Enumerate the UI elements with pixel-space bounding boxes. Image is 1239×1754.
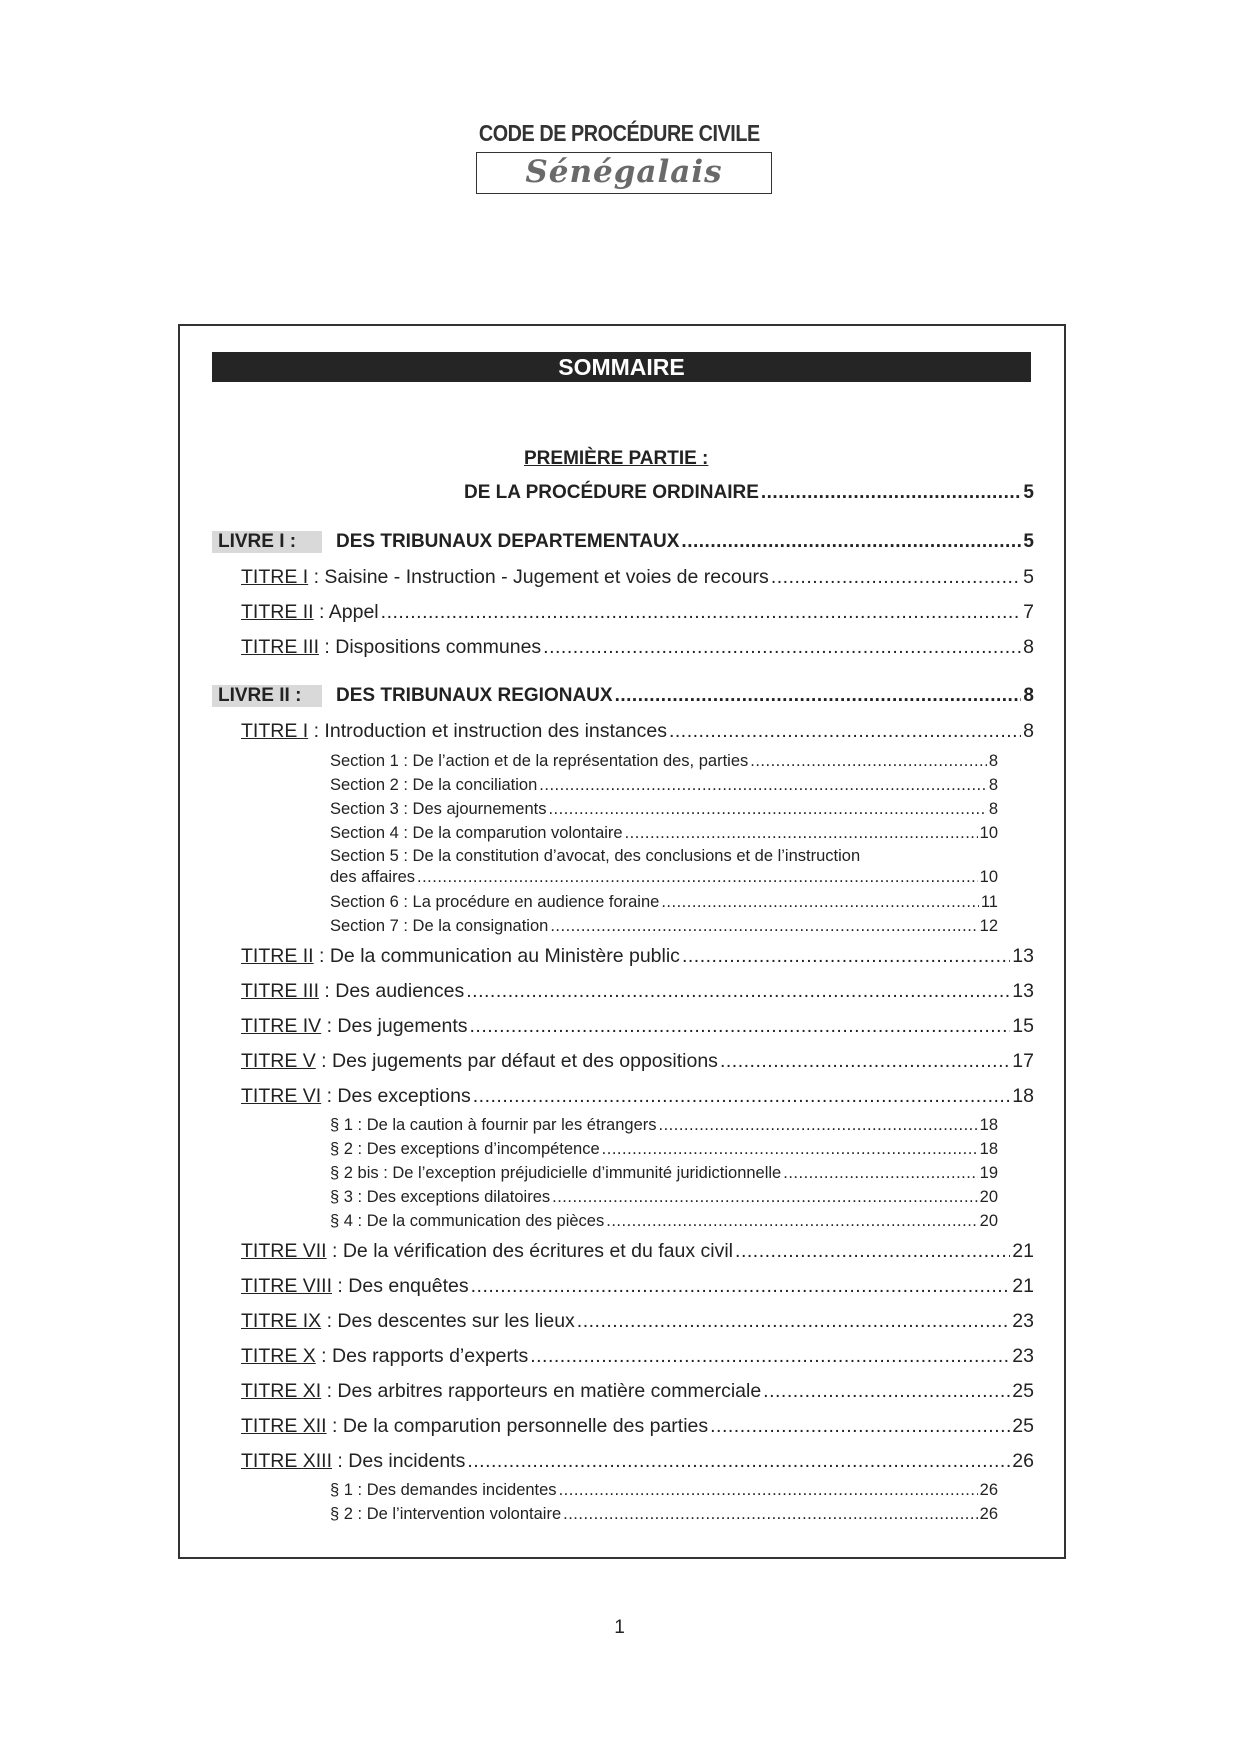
partie-label: PREMIÈRE PARTIE : [524, 448, 709, 469]
toc-entry-section[interactable] [330, 776, 998, 795]
toc-page-number: 20 [979, 1188, 998, 1206]
toc-page-number: 19 [979, 1164, 998, 1182]
dot-leader [625, 824, 978, 843]
dot-leader [467, 1450, 1010, 1473]
toc-entry-paragraph[interactable] [330, 1188, 998, 1207]
toc-page-number: 11 [980, 893, 998, 911]
titre-key: TITRE VII [241, 1240, 327, 1262]
toc-page-number: 20 [979, 1212, 998, 1230]
section-text: Section 3 : Des ajournements [330, 800, 547, 818]
toc-entry-titre[interactable] [241, 1240, 1034, 1263]
toc-entry-titre[interactable] [241, 1085, 1034, 1108]
section-text: Section 4 : De la comparution volontaire [330, 824, 623, 842]
summary-heading: SOMMAIRE [212, 352, 1031, 382]
dot-leader [470, 1015, 1011, 1038]
toc-entry-livre-1[interactable] [212, 531, 1034, 553]
section-text: Section 2 : De la conciliation [330, 776, 538, 794]
titre-key: TITRE I [241, 720, 309, 742]
section-text: Section 6 : La procédure en audience foraine [330, 893, 660, 911]
toc-entry-paragraph[interactable] [330, 1164, 998, 1183]
toc-page-number: 18 [979, 1140, 998, 1158]
toc-entry-section[interactable] [330, 846, 998, 888]
dot-leader [563, 1505, 978, 1524]
titre-key: TITRE III [241, 636, 319, 658]
titre-text: : De la communication au Ministère public [313, 945, 680, 967]
dot-leader [661, 893, 979, 912]
titre-key: TITRE V [241, 1050, 316, 1072]
titre-key: TITRE XII [241, 1415, 327, 1437]
dot-leader [669, 720, 1021, 743]
titre-key: TITRE XIII [241, 1450, 333, 1472]
titre-key: TITRE IV [241, 1015, 322, 1037]
toc-entry-label: DE LA PROCÉDURE ORDINAIRE [464, 482, 759, 503]
titre-text: : Des rapports d’experts [315, 1345, 529, 1367]
section-text: Section 7 : De la consignation [330, 917, 549, 935]
toc-entry-titre[interactable] [241, 945, 1034, 968]
dot-leader [552, 1188, 978, 1207]
section-text: Section 5 : De la constitution d’avocat, des conclusions et de l’instruction [330, 847, 861, 865]
dot-leader [381, 601, 1021, 624]
livre-tag: LIVRE II : [212, 685, 322, 707]
toc-entry-titre[interactable] [241, 1015, 1034, 1038]
toc-entry-paragraph[interactable] [330, 1481, 998, 1500]
titre-text: : Des jugements par défaut et des oppositions [315, 1050, 718, 1072]
dot-leader [735, 1240, 1010, 1263]
titre-text: : Des arbitres rapporteurs en matière commerciale [321, 1380, 762, 1402]
toc-entry-titre[interactable] [241, 601, 1034, 624]
titre-text: : Des enquêtes [332, 1275, 469, 1297]
section-text-continued: des affaires [330, 868, 415, 886]
toc-entry-titre[interactable] [241, 1415, 1034, 1438]
toc-entry-titre[interactable] [241, 1310, 1034, 1333]
toc-page-number: 10 [979, 824, 998, 842]
toc-entry-titre[interactable] [241, 720, 1034, 743]
toc-entry-titre[interactable] [241, 1450, 1034, 1473]
titre-key: TITRE VI [241, 1085, 322, 1107]
titre-text: : Saisine - Instruction - Jugement et voies de recours [308, 566, 769, 588]
dot-leader [471, 1275, 1011, 1298]
titre-text: : Des audiences [319, 980, 465, 1002]
toc-page-number: 5 [1023, 482, 1034, 503]
toc-page-number: 25 [1012, 1380, 1034, 1402]
paragraph-text: § 1 : Des demandes incidentes [330, 1481, 557, 1499]
toc-page-number: 26 [979, 1481, 998, 1499]
toc-page-number: 23 [1012, 1345, 1034, 1367]
toc-page-number: 26 [1012, 1450, 1034, 1472]
toc-page-number: 25 [1012, 1415, 1034, 1437]
toc-entry-section[interactable] [330, 752, 998, 771]
paragraph-text: § 4 : De la communication des pièces [330, 1212, 605, 1230]
document-subtitle: Sénégalais [525, 154, 723, 190]
toc-entry-paragraph[interactable] [330, 1505, 998, 1524]
toc-entry-partie[interactable] [464, 482, 1034, 504]
document-title: CODE DE PROCÉDURE CIVILE [479, 120, 760, 146]
toc-page-number: 26 [979, 1505, 998, 1523]
dot-leader [543, 636, 1021, 659]
titre-text: : Des descentes sur les lieux [321, 1310, 575, 1332]
titre-key: TITRE II [241, 945, 314, 967]
dot-leader [682, 945, 1010, 968]
toc-page-number: 15 [1012, 1015, 1034, 1037]
toc-entry-titre[interactable] [241, 1275, 1034, 1298]
toc-page-number: 18 [1012, 1085, 1034, 1107]
titre-key: TITRE XI [241, 1380, 322, 1402]
dot-leader [783, 1164, 977, 1183]
toc-page-number: 5 [1023, 531, 1034, 552]
livre-tag: LIVRE I : [212, 531, 322, 553]
dot-leader [530, 1345, 1010, 1368]
toc-page-number: 12 [979, 917, 998, 935]
dot-leader [771, 566, 1021, 589]
toc-entry-titre[interactable] [241, 980, 1034, 1003]
paragraph-text: § 3 : Des exceptions dilatoires [330, 1188, 551, 1206]
toc-page-number: 8 [988, 776, 998, 794]
dot-leader [473, 1085, 1011, 1108]
dot-leader [548, 800, 986, 819]
toc-entry-titre[interactable] [241, 636, 1034, 659]
toc-entry-section[interactable] [330, 800, 998, 819]
toc-entry-titre[interactable] [241, 1050, 1034, 1073]
toc-page-number: 5 [1023, 566, 1034, 588]
dot-leader [602, 1140, 978, 1159]
titre-key: TITRE VIII [241, 1275, 333, 1297]
dot-leader [417, 867, 978, 888]
section-text: Section 1 : De l’action et de la représentation des, parties [330, 752, 749, 770]
summary-frame [178, 324, 1066, 1559]
dot-leader [466, 980, 1010, 1003]
toc-entry-section[interactable] [330, 824, 998, 843]
paragraph-text: § 2 : Des exceptions d’incompétence [330, 1140, 600, 1158]
toc-entry-label: DES TRIBUNAUX DEPARTEMENTAUX [336, 531, 680, 552]
toc-page-number: 8 [1023, 720, 1034, 742]
dot-leader [550, 917, 977, 936]
toc-page-number: 17 [1012, 1050, 1034, 1072]
titre-key: TITRE I [241, 566, 309, 588]
titre-text: : Des jugements [321, 1015, 468, 1037]
toc-entry-section[interactable] [330, 893, 998, 912]
toc-page-number: 10 [979, 868, 998, 886]
toc-page-number: 8 [988, 752, 998, 770]
dot-leader [615, 685, 1022, 707]
subtitle-box [476, 152, 772, 194]
dot-leader [761, 482, 1022, 504]
toc-page-number: 21 [1012, 1275, 1034, 1297]
titre-key: TITRE III [241, 980, 319, 1002]
titre-key: TITRE X [241, 1345, 316, 1367]
titre-text: : Introduction et instruction des instances [308, 720, 667, 742]
dot-leader [763, 1380, 1010, 1403]
dot-leader [606, 1212, 977, 1231]
toc-page-number: 8 [988, 800, 998, 818]
toc-page-number: 7 [1023, 601, 1034, 623]
titre-text: : De la vérification des écritures et du faux civil [326, 1240, 734, 1262]
dot-leader [720, 1050, 1010, 1073]
paragraph-text: § 2 bis : De l’exception préjudicielle d’immunité juridictionnelle [330, 1164, 782, 1182]
dot-leader [539, 776, 987, 795]
titre-text: : Appel [313, 601, 379, 623]
toc-page-number: 23 [1012, 1310, 1034, 1332]
titre-key: TITRE II [241, 601, 314, 623]
toc-entry-titre[interactable] [241, 1380, 1034, 1403]
toc-page-number: 21 [1012, 1240, 1034, 1262]
toc-entry-titre[interactable] [241, 566, 1034, 589]
toc-page-number: 8 [1023, 636, 1034, 658]
toc-page-number: 13 [1012, 980, 1034, 1002]
titre-text: : Des exceptions [321, 1085, 471, 1107]
paragraph-text: § 1 : De la caution à fournir par les étrangers [330, 1116, 657, 1134]
toc-entry-titre[interactable] [241, 1345, 1034, 1368]
page-number: 1 [614, 1617, 625, 1638]
dot-leader [681, 531, 1021, 553]
dot-leader [750, 752, 987, 771]
toc-entry-paragraph[interactable] [330, 1140, 998, 1159]
toc-entry-paragraph[interactable] [330, 1116, 998, 1135]
dot-leader [659, 1116, 978, 1135]
toc-page-number: 8 [1023, 685, 1034, 706]
document-header [0, 120, 1239, 147]
titre-text: : Des incidents [332, 1450, 466, 1472]
paragraph-text: § 2 : De l’intervention volontaire [330, 1505, 562, 1523]
toc-entry-label: DES TRIBUNAUX REGIONAUX [336, 685, 613, 706]
toc-page-number: 13 [1012, 945, 1034, 967]
toc-entry-paragraph[interactable] [330, 1212, 998, 1231]
dot-leader [710, 1415, 1010, 1438]
titre-text: : De la comparution personnelle des parties [326, 1415, 709, 1437]
titre-text: : Dispositions communes [319, 636, 542, 658]
toc-page-number: 18 [979, 1116, 998, 1134]
dot-leader [559, 1481, 978, 1500]
toc-entry-livre-2[interactable] [212, 685, 1034, 707]
toc-entry-section[interactable] [330, 917, 998, 936]
dot-leader [577, 1310, 1011, 1333]
titre-key: TITRE IX [241, 1310, 322, 1332]
